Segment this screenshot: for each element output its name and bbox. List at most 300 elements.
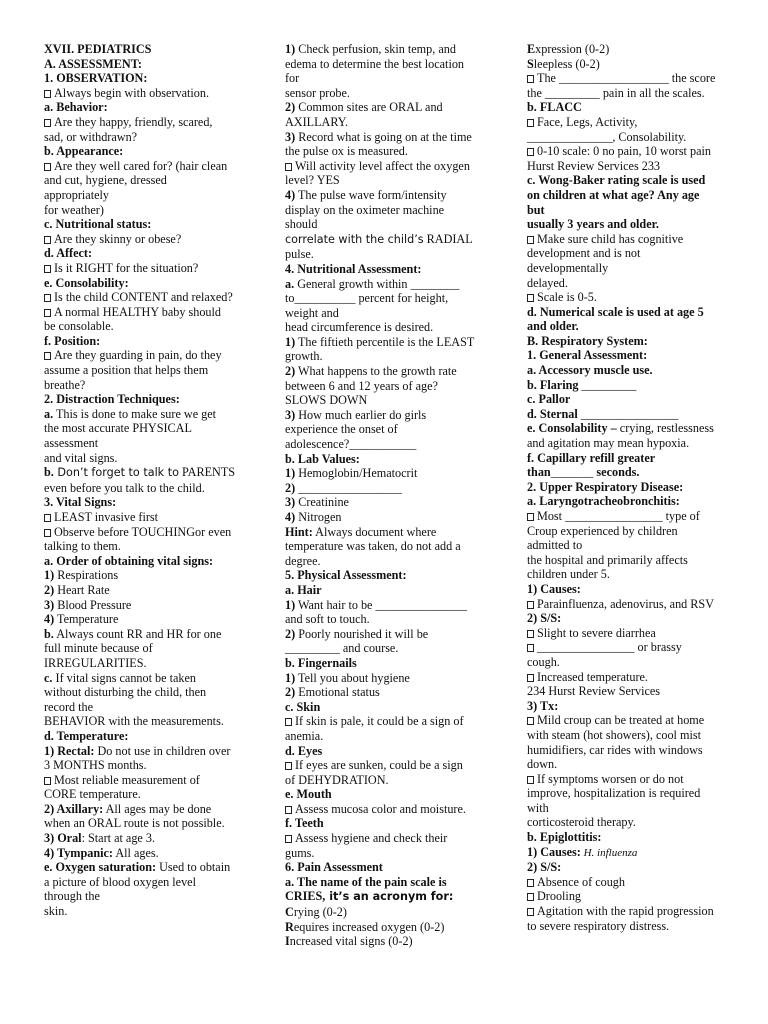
- text: How much earlier do girls: [295, 407, 427, 422]
- bold-text: 3): [285, 495, 296, 510]
- text: Record what is going on at the time: [295, 129, 472, 144]
- text-line: [527, 159, 749, 174]
- text: Most ________________ type of: [537, 509, 700, 523]
- bold-text: 3) Tx:: [527, 698, 559, 713]
- text-line: [527, 290, 749, 305]
- text: All ages may be done: [103, 801, 212, 816]
- text-line: [285, 729, 507, 744]
- text-line: [44, 612, 266, 627]
- text-line: [285, 306, 507, 321]
- bold-text: f. Position:: [44, 333, 101, 348]
- bold-text: c. Skin: [285, 699, 321, 714]
- text-line: [527, 217, 749, 232]
- text: Hemoglobin/Hematocrit: [295, 466, 418, 481]
- text: with the child’s: [334, 232, 424, 246]
- bold-text: b. FLACC: [527, 100, 582, 115]
- text-line: [527, 334, 749, 349]
- bullet-box-icon: [527, 119, 534, 127]
- text-line: [527, 42, 749, 57]
- text: H. influenza: [580, 846, 638, 859]
- bold-text: d. Eyes: [285, 743, 323, 758]
- text-line: [285, 787, 507, 802]
- text-line: [285, 188, 507, 203]
- text: assume a position that helps them: [44, 363, 209, 378]
- bold-text: 2): [285, 685, 296, 700]
- text-line: [44, 100, 266, 115]
- text-line: [44, 217, 266, 232]
- column-middle: [285, 42, 507, 949]
- text: head circumference is desired.: [285, 320, 434, 335]
- text: through the: [44, 889, 100, 904]
- text: PARENTS: [178, 465, 236, 480]
- text: _______: [550, 465, 594, 480]
- bold-text: d. Temperature:: [44, 728, 129, 743]
- bullet-box-icon: [527, 644, 534, 652]
- text: Don’t forget to talk to: [53, 466, 179, 480]
- bullet-box-icon: [285, 806, 292, 814]
- text-line: [527, 494, 749, 509]
- text: of DEHYDRATION.: [285, 772, 389, 787]
- text-line: [285, 656, 507, 671]
- bullet-box-icon: [44, 309, 51, 317]
- text-line: [527, 100, 749, 115]
- bold-text: 1): [285, 42, 296, 56]
- text: rying (0-2): [293, 905, 347, 920]
- text: the hospital and primarily affects: [527, 552, 688, 567]
- bold-text: 2): [44, 582, 55, 597]
- text: Tell you about hygiene: [295, 670, 410, 685]
- text: Do not use in children over: [94, 743, 231, 758]
- text: 234 Hurst Review Services: [527, 684, 661, 699]
- text-line: [285, 598, 507, 613]
- text: Want hair to be _______________: [295, 597, 467, 612]
- bold-text: 4. Nutritional Assessment:: [285, 261, 422, 276]
- text: ncreased vital signs (0-2): [289, 934, 413, 949]
- text: The pulse wave form/intensity: [295, 187, 447, 202]
- text-line: [527, 305, 749, 320]
- bold-text: 1): [285, 597, 296, 612]
- text-line: [285, 71, 507, 86]
- text-line: [44, 904, 266, 919]
- text: 3 MONTHS months.: [44, 758, 147, 773]
- text-line: [285, 247, 507, 262]
- text-line: [44, 598, 266, 613]
- text-line: [44, 510, 266, 525]
- text-line: [527, 640, 749, 655]
- text: Common sites are ORAL and: [295, 100, 443, 115]
- text-line: [527, 597, 749, 612]
- text: development and is not: [527, 246, 641, 261]
- text: improve, hospitalization is required: [527, 786, 701, 801]
- text-line: [527, 436, 749, 451]
- bold-text: 6. Pain Assessment: [285, 860, 383, 875]
- text-line: [527, 378, 749, 393]
- text-line: [527, 363, 749, 378]
- text-line: [527, 348, 749, 363]
- text-line: [44, 407, 266, 422]
- bold-text: 2. Upper Respiratory Disease:: [527, 479, 684, 494]
- text: and vital signs.: [44, 450, 118, 465]
- text: and cut, hygiene, dressed: [44, 173, 167, 188]
- bold-text: XVII. PEDIATRICS: [44, 42, 152, 56]
- text: General growth within ________: [294, 276, 460, 291]
- text: degree.: [285, 553, 321, 568]
- text-line: [44, 831, 266, 846]
- text-line: [527, 509, 749, 524]
- text-line: [527, 276, 749, 291]
- text: cough.: [527, 654, 560, 669]
- text-line: [285, 934, 507, 949]
- text-line: [285, 379, 507, 394]
- text-line: [44, 232, 266, 247]
- bold-text: b. Appearance:: [44, 144, 124, 159]
- text-line: [285, 583, 507, 598]
- text-line: [44, 802, 266, 817]
- text: Hurst Review Services 233: [527, 158, 661, 173]
- bold-text: S: [527, 56, 534, 71]
- bold-text: f. Capillary refill greater: [527, 450, 656, 465]
- text-line: [285, 816, 507, 831]
- bold-text: 1. General Assessment:: [527, 348, 648, 363]
- text: Make sure child has cognitive: [537, 231, 684, 246]
- text-line: [527, 889, 749, 904]
- bold-text: 2): [285, 100, 296, 115]
- text: IRREGULARITIES.: [44, 655, 147, 670]
- text: for weather): [44, 202, 104, 217]
- text: Always count RR and HR for one: [53, 626, 222, 641]
- text-line: [285, 86, 507, 101]
- bullet-box-icon: [527, 75, 534, 83]
- bullet-box-icon: [527, 236, 534, 244]
- text: growth.: [285, 349, 323, 364]
- bold-text: 1): [285, 466, 296, 481]
- bold-text: R: [285, 919, 294, 934]
- text: RADIAL: [423, 231, 473, 246]
- text-line: [527, 480, 749, 495]
- text: Increased temperature.: [537, 669, 648, 684]
- column-right: [527, 42, 749, 933]
- text: leepless (0-2): [533, 56, 600, 71]
- text-line: [44, 758, 266, 773]
- bold-text: C: [285, 905, 294, 920]
- text-line: [285, 714, 507, 729]
- text: Poorly nourished it will be: [295, 626, 429, 641]
- text-line: [44, 773, 266, 788]
- text: Croup experienced by children: [527, 523, 678, 538]
- bold-text: 2): [285, 626, 296, 641]
- text-line: [44, 656, 266, 671]
- bold-text: seconds.: [593, 465, 640, 480]
- bold-text: usually 3 years and older.: [527, 217, 659, 232]
- bullet-box-icon: [527, 148, 534, 156]
- text: the pulse ox is measured.: [285, 144, 408, 159]
- text-line: [285, 846, 507, 861]
- text: it’s an acronym for:: [325, 890, 454, 904]
- text: Are they skinny or obese?: [54, 231, 182, 246]
- text: record the: [44, 699, 94, 714]
- text: crying, restlessness: [616, 421, 714, 436]
- text-line: [44, 744, 266, 759]
- text-line: [44, 714, 266, 729]
- bullet-box-icon: [527, 908, 534, 916]
- text-line: [44, 203, 266, 218]
- bold-text: Hint:: [285, 524, 313, 539]
- bold-text: 2. Distraction Techniques:: [44, 392, 180, 407]
- text: Are they well cared for? (hair clean: [54, 158, 228, 173]
- bold-text: d. Sternal: [527, 406, 578, 421]
- text-line: [44, 671, 266, 686]
- text-line: [44, 144, 266, 159]
- text: sensor probe.: [285, 85, 350, 100]
- text-line: [44, 334, 266, 349]
- bullet-box-icon: [285, 762, 292, 770]
- text-line: [285, 627, 507, 642]
- bold-text: 2) Axillary:: [44, 801, 104, 816]
- text-line: [285, 920, 507, 935]
- text-line: [44, 729, 266, 744]
- text: with steam (hot showers), cool mist: [527, 727, 701, 742]
- text-line: [527, 728, 749, 743]
- text: temperature was taken, do not add a: [285, 539, 461, 554]
- text: the _________ pain in all the scales.: [527, 85, 705, 100]
- text-line: [285, 130, 507, 145]
- bullet-box-icon: [44, 119, 51, 127]
- text-line: [44, 889, 266, 904]
- bold-text: a.: [44, 406, 54, 421]
- text: Is it RIGHT for the situation?: [54, 260, 199, 275]
- text: Is the child CONTENT and relaxed?: [54, 290, 233, 305]
- text-line: [285, 875, 507, 890]
- text-line: [44, 246, 266, 261]
- bold-text: b. Fingernails: [285, 655, 357, 670]
- bold-text: b. Flaring: [527, 377, 579, 392]
- text: level? YES: [285, 173, 340, 188]
- text-line: [44, 305, 266, 320]
- bullet-box-icon: [527, 294, 534, 302]
- text-line: [285, 100, 507, 115]
- text: Emotional status: [295, 685, 380, 700]
- text-line: [285, 393, 507, 408]
- bullet-box-icon: [44, 163, 51, 171]
- text-line: [527, 611, 749, 626]
- text-line: [285, 335, 507, 350]
- text-line: [285, 773, 507, 788]
- bold-text: 2) S/S:: [527, 860, 562, 875]
- bold-text: a. Hair: [285, 582, 322, 597]
- text: weight and: [285, 305, 339, 320]
- text: sad, or withdrawn?: [44, 129, 138, 144]
- text-line: [44, 319, 266, 334]
- text-line: [285, 42, 507, 57]
- text: Always begin with observation.: [54, 85, 210, 100]
- text: Always document where: [312, 524, 437, 539]
- text-line: [285, 905, 507, 920]
- text-line: [285, 539, 507, 554]
- text-line: [44, 57, 266, 72]
- text-line: [285, 758, 507, 773]
- text-line: [285, 203, 507, 218]
- text: If skin is pale, it could be a sign of: [295, 714, 464, 729]
- bold-text: b. Lab Values:: [285, 451, 360, 466]
- text: Heart Rate: [54, 582, 110, 597]
- text-line: [44, 261, 266, 276]
- text-line: [44, 700, 266, 715]
- bold-text: CRIES,: [285, 889, 326, 904]
- bold-text: a. Accessory muscle use.: [527, 363, 653, 378]
- text: Blood Pressure: [54, 597, 132, 612]
- bold-text: 1): [285, 670, 296, 685]
- bullet-box-icon: [44, 529, 51, 537]
- bold-text: e. Oxygen saturation:: [44, 860, 157, 875]
- text-line: [44, 86, 266, 101]
- text-line: [527, 815, 749, 830]
- bold-text: 1. OBSERVATION:: [44, 71, 148, 86]
- text-line: [527, 582, 749, 597]
- bullet-box-icon: [285, 718, 292, 726]
- text: Drooling: [537, 889, 582, 904]
- text-line: [527, 845, 749, 861]
- bold-text: c. Wong-Baker rating scale is used: [527, 173, 706, 188]
- text: skin.: [44, 904, 68, 919]
- text: talking to them.: [44, 539, 121, 554]
- bold-text: B. Respiratory System:: [527, 333, 648, 348]
- text-line: [285, 364, 507, 379]
- text-line: [527, 86, 749, 101]
- text: Parainfluenza, adenovirus, and RSV: [537, 596, 715, 611]
- text: Most reliable measurement of: [54, 772, 200, 787]
- bold-text: 1) Causes:: [527, 844, 581, 859]
- bold-text: e. Mouth: [285, 787, 332, 802]
- text-line: [285, 349, 507, 364]
- bold-text: but: [527, 202, 545, 217]
- text: pulse.: [285, 247, 314, 262]
- text-line: [285, 510, 507, 525]
- text: Slight to severe diarrhea: [537, 625, 656, 640]
- bold-text: 3): [44, 597, 55, 612]
- bullet-box-icon: [44, 294, 51, 302]
- text-line: [285, 612, 507, 627]
- text-line: [527, 451, 749, 466]
- text-line: [527, 203, 749, 218]
- text-line: [44, 481, 266, 496]
- text-line: [44, 685, 266, 700]
- text-line: [285, 495, 507, 510]
- text-line: [527, 246, 749, 261]
- text-line: [527, 465, 749, 480]
- text-line: [285, 437, 507, 452]
- text-line: [44, 787, 266, 802]
- text-line: [285, 144, 507, 159]
- text: BEHAVIOR with the measurements.: [44, 714, 224, 729]
- text: Mild croup can be treated at home: [537, 713, 705, 728]
- text: with: [527, 800, 549, 815]
- text: AXILLARY.: [285, 114, 349, 129]
- text-line: [285, 422, 507, 437]
- text: Face, Legs, Activity,: [537, 114, 638, 129]
- bullet-box-icon: [527, 674, 534, 682]
- text-line: [44, 363, 266, 378]
- bold-text: A. ASSESSMENT:: [44, 56, 142, 71]
- text: and agitation may mean hypoxia.: [527, 436, 690, 451]
- bullet-box-icon: [285, 163, 292, 171]
- text-line: [44, 525, 266, 540]
- text-line: [285, 525, 507, 540]
- bold-text: a. Laryngotracheobronchitis:: [527, 494, 680, 509]
- text-line: [527, 524, 749, 539]
- bold-text: 2): [285, 480, 296, 495]
- text-line: [44, 42, 266, 57]
- text: The __________________ the score: [537, 71, 716, 86]
- bullet-box-icon: [527, 776, 534, 784]
- text: admitted to: [527, 538, 583, 553]
- text: without disturbing the child, then: [44, 685, 207, 700]
- bold-text: e. Consolability –: [527, 421, 617, 436]
- text-line: [527, 626, 749, 641]
- text: _________________: [295, 480, 402, 495]
- text-line: [44, 115, 266, 130]
- text-line: [527, 407, 749, 422]
- bullet-box-icon: [44, 514, 51, 522]
- text: ________________: [577, 406, 679, 421]
- bold-text: c.: [44, 670, 53, 685]
- text-line: [527, 115, 749, 130]
- text-line: [44, 583, 266, 598]
- text-line: [44, 348, 266, 363]
- text: and soft to touch.: [285, 612, 370, 627]
- bullet-box-icon: [527, 717, 534, 725]
- text: : Start at age 3.: [81, 831, 156, 846]
- text-line: [527, 670, 749, 685]
- bold-text: b.: [44, 465, 54, 480]
- bold-text: 4) Tympanic:: [44, 845, 113, 860]
- text-line: [527, 144, 749, 159]
- text-line: [527, 232, 749, 247]
- bold-text: 3): [285, 129, 296, 144]
- text: when an ORAL route is not possible.: [44, 816, 225, 831]
- text-line: [44, 554, 266, 569]
- text-line: [285, 232, 507, 248]
- bullet-box-icon: [527, 513, 534, 521]
- bold-text: d. Affect:: [44, 246, 93, 261]
- bullet-box-icon: [44, 236, 51, 244]
- text-line: [44, 130, 266, 145]
- text: experience the onset of: [285, 422, 398, 437]
- bullet-box-icon: [527, 879, 534, 887]
- text-line: [44, 71, 266, 86]
- bold-text: I: [285, 934, 290, 949]
- text: even before you talk to the child.: [44, 480, 205, 495]
- bold-text: and older.: [527, 319, 579, 334]
- bold-text: on children at what age? Any age: [527, 187, 700, 202]
- text-line: [285, 641, 507, 656]
- text-line: [285, 481, 507, 496]
- text-line: [285, 685, 507, 700]
- text-line: [285, 452, 507, 467]
- text-line: [527, 538, 749, 553]
- text-line: [285, 408, 507, 423]
- bold-text: 3. Vital Signs:: [44, 495, 117, 510]
- text: correlate: [285, 232, 335, 246]
- bold-text: 5. Physical Assessment:: [285, 568, 407, 583]
- text-line: [527, 786, 749, 801]
- bold-text: 4): [285, 187, 296, 202]
- text: to__________ percent for height,: [285, 291, 449, 306]
- text-line: [527, 188, 749, 203]
- text-line: [44, 846, 266, 861]
- text: appropriately: [44, 187, 109, 202]
- text-line: [285, 700, 507, 715]
- text: Will activity level affect the oxygen: [295, 158, 470, 173]
